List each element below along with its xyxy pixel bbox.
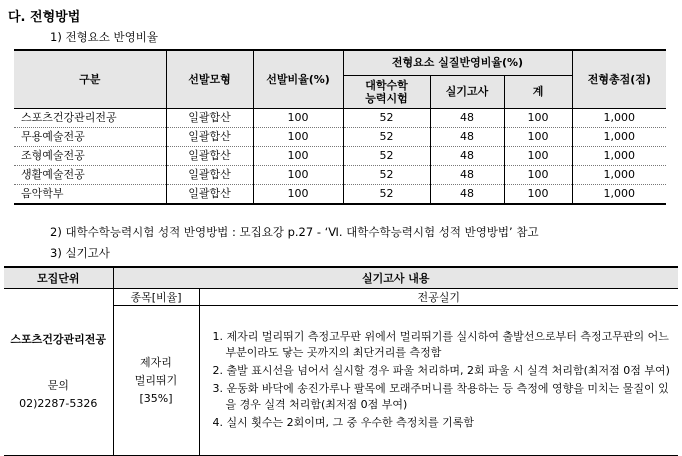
cell-ratio: 100 [253,165,343,184]
cell-total: 1,000 [572,146,666,165]
dept-name: 스포츠건강관리전공 [10,333,107,346]
cell-model: 일괄합산 [166,108,253,127]
section-heading: 다. 전형방법 [8,10,81,25]
cell-practical: 48 [430,127,504,146]
cell-model: 일괄합산 [166,127,253,146]
subheading-ratio: 1) 전형요소 반영비율 [50,30,158,44]
cell-total: 1,000 [572,108,666,127]
cell-sum: 100 [504,108,572,127]
table-row [14,146,666,165]
table-row [14,127,666,146]
cell-division: 조형예술전공 [14,146,166,165]
header-content: 실기고사 내용 [113,267,678,289]
selection-ratio-table [14,49,666,205]
cell-practical: 48 [430,184,504,204]
cell-total: 1,000 [572,165,666,184]
dept-cell [4,289,113,456]
cell-sum: 100 [504,146,572,165]
cell-practical: 48 [430,108,504,127]
header-sum: 계 [504,75,572,108]
table-row [14,165,666,184]
header-unit: 모집단위 [4,267,113,289]
item-cell [113,306,199,456]
cell-ratio: 100 [253,108,343,127]
cell-sum: 100 [504,165,572,184]
cell-ratio: 100 [253,146,343,165]
subheading-csat-method: 2) 대학수학능력시험 성적 반영방법 : 모집요강 p.27 - ‘Ⅵ. 대학수학능력시험 성적 반영방법’ 참고 [50,225,539,239]
contact-label: 문의 [47,379,69,392]
header-practical: 실기고사 [430,75,504,108]
header-model: 선발모형 [166,50,253,108]
cell-sum: 100 [504,184,572,204]
header-major: 전공실기 [199,289,678,306]
subheading-practical: 3) 실기고사 [50,246,110,260]
header-real-ratio-group: 전형요소 실질반영비율(%) [343,50,572,75]
header-csat: 대학수학 능력시험 [343,75,430,108]
cell-practical: 48 [430,146,504,165]
item-name-line2: 멀리뛰기 [134,373,178,387]
table-row [14,184,666,204]
header-ratio: 선발비율(%) [253,50,343,108]
practical-exam-table [4,266,678,456]
item-name-line1: 제자리 [140,355,172,369]
contact-phone: 02)2287-5326 [19,397,98,410]
rule-item: 1. 제자리 멀리뛰기 측정고무판 위에서 멀리뛰기를 실시하여 출발선으로부터 측정고무판의 어느 부분이라도 닿는 곳까지의 최단거리를 측정함 [212,329,669,359]
cell-csat: 52 [343,146,430,165]
cell-total: 1,000 [572,184,666,204]
cell-division: 스포츠건강관리전공 [14,108,166,127]
cell-ratio: 100 [253,184,343,204]
cell-csat: 52 [343,127,430,146]
cell-sum: 100 [504,127,572,146]
cell-division: 생활예술전공 [14,165,166,184]
header-total-score: 전형총점(점) [572,50,666,108]
cell-model: 일괄합산 [166,146,253,165]
header-division: 구분 [14,50,166,108]
cell-csat: 52 [343,184,430,204]
rule-item: 3. 운동화 바닥에 송진가루나 팔목에 모래주머니를 착용하는 등 측정에 영향을 미치는 물질이 있을 경우 실격 처리함(최저점 0점 부여) [212,381,669,411]
cell-total: 1,000 [572,127,666,146]
cell-ratio: 100 [253,127,343,146]
cell-csat: 52 [343,108,430,127]
item-ratio: [35%] [139,391,173,405]
cell-practical: 48 [430,165,504,184]
rule-item: 2. 출발 표시선을 넘어서 실시할 경우 파울 처리하며, 2회 파울 시 실격 처리함(최저점 0점 부여) [212,363,670,377]
cell-model: 일괄합산 [166,165,253,184]
table-row [14,108,666,127]
cell-division: 무용예술전공 [14,127,166,146]
rule-item: 4. 실시 횟수는 2회이며, 그 중 우수한 측정치를 기록함 [212,415,474,429]
cell-model: 일괄합산 [166,184,253,204]
rules-cell [199,306,678,456]
header-item: 종목[비율] [113,289,199,306]
cell-division: 음악학부 [14,184,166,204]
cell-csat: 52 [343,165,430,184]
